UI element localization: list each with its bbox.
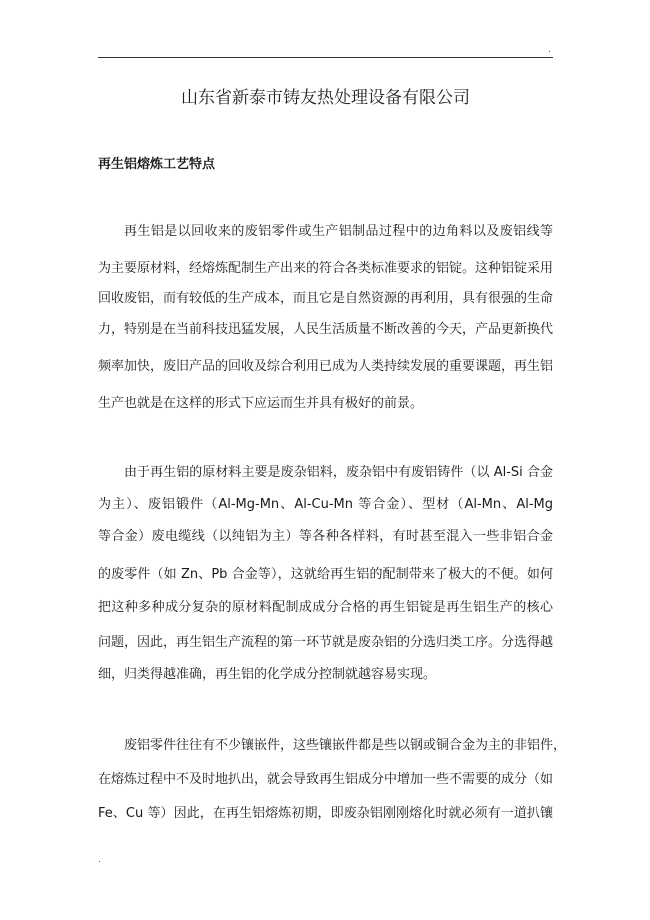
paragraph-1-line-1: 再生铝是以回收来的废铝零件或生产铝制品过程中的边角料以及废铝线等 (124, 224, 553, 239)
paragraph-3-line-3: Fe、Cu 等）因此，在再生铝熔炼初期，即废杂铝刚刚熔化时就必须有一道扒镶 (98, 806, 553, 821)
paragraph-2-line-5: 把这种多种成分复杂的原材料配制成成分合格的再生铝锭是再生铝生产的核心 (98, 600, 553, 615)
header-rule (98, 57, 553, 58)
paragraph-2-line-2: 为主）、废铝锻件（Al-Mg-Mn、Al-Cu-Mn 等合金）、型材（Al-Mn、Al-Mg (98, 497, 553, 512)
company-name: 山东省新泰市铸友热处理设备有限公司 (181, 88, 470, 108)
paragraph-2-line-1: 由于再生铝的原材料主要是废杂铝料，废杂铝中有废铝铸件（以 Al-Si 合金 (124, 465, 553, 480)
paragraph-2-line-3: 等合金）废电缆线（以纯铝为主）等各种各样料，有时甚至混入一些非铝合金 (98, 529, 553, 544)
paragraph-2-line-7: 细，归类得越准确，再生铝的化学成分控制就越容易实现。 (98, 667, 437, 682)
paragraph-1-line-5: 频率加快，废旧产品的回收及综合利用已成为人类持续发展的重要课题，再生铝 (98, 359, 554, 374)
paragraph-3-line-1: 废铝零件往往有不少镶嵌件，这些镶嵌件都是些以钢或铜合金为主的非铝件， (124, 738, 567, 753)
paragraph-1-line-4: 力，特别是在当前科技迅猛发展，人民生活质量不断改善的今天，产品更新换代 (98, 322, 554, 337)
paragraph-2-line-4: 的废零件（如 Zn、Pb 合金等），这就给再生铝的配制带来了极大的不便。如何 (98, 567, 553, 582)
paragraph-2-line-6: 问题，因此，再生铝生产流程的第一环节就是废杂铝的分选归类工序。分选得越 (98, 635, 554, 650)
paragraph-1-line-2: 为主要原材料，经熔炼配制生产出来的符合各类标准要求的铝锭。这种铝锭采用 (98, 261, 554, 276)
paragraph-3-line-2: 在熔炼过程中不及时地扒出，就会导致再生铝成分中增加一些不需要的成分（如 (98, 772, 554, 787)
footer-mark: . (98, 855, 101, 865)
paragraph-1-line-3: 回收废铝，而有较低的生产成本，而且它是自然资源的再利用，具有很强的生命 (98, 291, 554, 306)
paragraph-1-line-6: 生产也就是在这样的形式下应运而生并具有极好的前景。 (98, 396, 424, 411)
header-mark: . (548, 45, 551, 55)
section-title: 再生铝熔炼工艺特点 (98, 157, 216, 172)
